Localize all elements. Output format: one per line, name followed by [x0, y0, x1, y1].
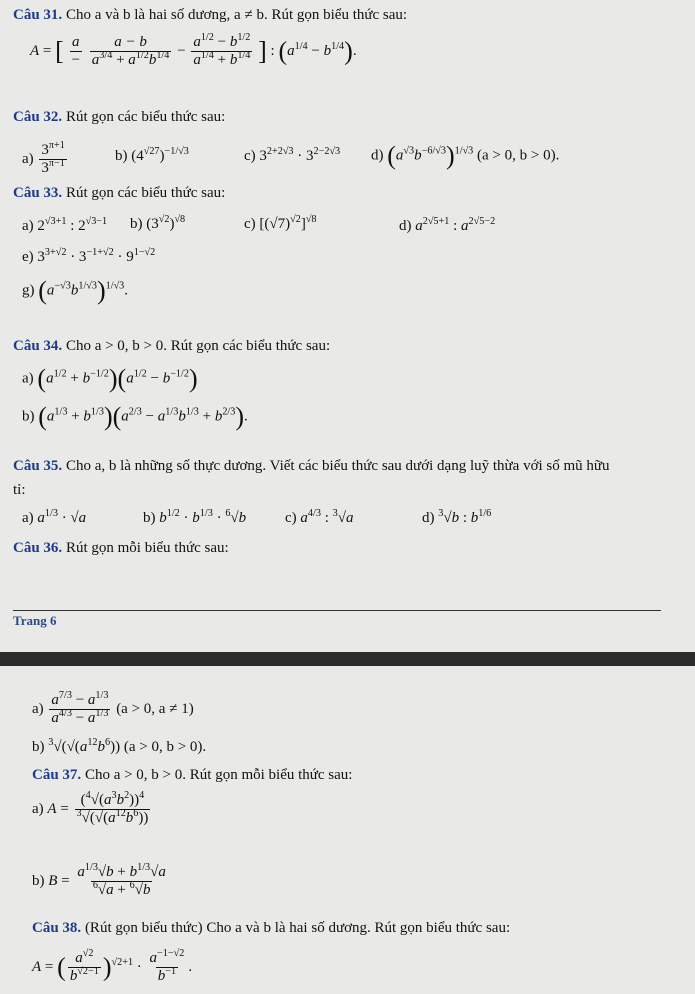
question-text: Cho a > 0, b > 0. Rút gọn mỗi biểu thức sau: — [84, 767, 353, 783]
footer-divider — [13, 610, 661, 611]
page-2 — [0, 666, 695, 994]
question-text: Rút gọn các biểu thức sau: — [65, 109, 226, 125]
question-number: Câu 33. — [13, 185, 63, 201]
item-32c: c) $3^{2+2√3} \cdot 3^{2-2√3}$ — [244, 146, 341, 164]
question-text: Cho a, b là những số thực dương. Viết các biểu thức sau dưới dạng luỹ thừa với số mũ hữu — [65, 458, 610, 474]
question-number: Câu 34. — [13, 338, 63, 354]
question-text: Rút gọn các biểu thức sau: — [65, 185, 226, 201]
item-32b: b) $(4^{√27})^{-1/√3}$ — [115, 146, 189, 164]
item-33g: g) $(a^{-√3}b^{1/√3})^{1/√3}$. — [22, 276, 128, 305]
page-number: Trang 6 — [13, 613, 57, 628]
item-36b: b) $^3√(√(a^{12}b^6)) (a > 0$, b > 0). — [32, 737, 207, 755]
question-38 — [32, 920, 510, 937]
question-35 — [13, 458, 610, 475]
item-32a: a) $\frac{3^{\pi+1}}{3^{\pi-1}}$ — [22, 140, 65, 176]
question-number: Câu 38. — [32, 920, 82, 936]
item-33a: a) $2^{√3+1}$ : $2^{√3-1}$ — [22, 216, 108, 234]
formula-38: A = ( $\frac{a^{√2}}{b^{√2-1}}$ )$^{√2+1}$ · $\frac{a^{-1-√2}}{b^{-1}}$ . — [32, 948, 193, 984]
item-33e: e) $3^{3+√2} \cdot 3^{-1+√2} \cdot 9^{1-√2}$ — [22, 247, 156, 265]
item-37b: b) B = $\frac{a^{1/3}√b + b^{1/3}√a}{^6√a + ^6√b}$ — [32, 862, 166, 898]
item-33b: b) $(3^{√2})^{√8}$ — [130, 214, 186, 232]
question-32 — [13, 109, 225, 126]
formula-31: A = [ $\frac{a}{-}$ $\frac{a - b}{a^{3/4} + a^{1/2}b^{1/4}}$ − $\frac{a^{1/2} - b^{1/2}}{a^{1/4} + b^{1/4}}$ ] : $(a^{1/4} - b^{1/4})$. — [30, 32, 357, 68]
question-number: Câu 32. — [13, 109, 63, 125]
item-35b: b) $b^{1/2} \cdot b^{1/3} \cdot ^6√b$ — [143, 508, 247, 526]
question-text: Rút gọn mỗi biểu thức sau: — [65, 540, 229, 556]
question-number: Câu 35. — [13, 458, 63, 474]
item-34b: b) $(a^{1/3} + b^{1/3})(a^{2/3} - a^{1/3}b^{1/3} + b^{2/3})$. — [22, 402, 248, 431]
question-number: Câu 36. — [13, 540, 63, 556]
item-33d: d) $a^{2√5+1}$ : $a^{2√5-2}$ — [399, 216, 496, 234]
question-number: Câu 31. — [13, 7, 63, 23]
item-32d: d) $(a^{√3}b^{-6/√3})^{1/√3}$ (a > 0, b > 0). — [371, 141, 560, 170]
item-37a: a) A = $\frac{(^4√(a^3b^2))^4}{^3√(√(a^{12}b^6))}$ — [32, 790, 149, 826]
item-35d: d) $^3$√b : $b^{1/6}$ — [422, 508, 492, 526]
page-gap — [0, 652, 695, 666]
question-34 — [13, 338, 330, 355]
item-35a: a) $a^{1/3} \cdot √a$ — [22, 508, 87, 526]
question-31 — [13, 7, 407, 24]
question-text: Cho a và b là hai số dương, a ≠ b. Rút gọn biểu thức sau: — [65, 7, 408, 23]
question-37 — [32, 767, 352, 784]
item-33c: c) $[(√7)^{√2}]^{√8}$ — [244, 214, 317, 232]
question-text: (Rút gọn biểu thức) Cho a và b là hai số dương. Rút gọn biểu thức sau: — [84, 920, 511, 936]
item-35c: c) $a^{4/3}$ : $^3$√a — [285, 508, 354, 526]
question-35-cont: tỉ: — [13, 482, 26, 498]
item-36a: a) $\frac{a^{7/3} - a^{1/3}}{a^{4/3} - a^{1/3}}$ (a > 0, a ≠ 1) — [32, 690, 194, 726]
question-33 — [13, 185, 225, 202]
question-text: Cho a > 0, b > 0. Rút gọn các biểu thức sau: — [65, 338, 331, 354]
question-number: Câu 37. — [32, 767, 82, 783]
item-34a: a) $(a^{1/2} + b^{-1/2})(a^{1/2} - b^{-1/2})$ — [22, 364, 198, 393]
question-36 — [13, 540, 229, 557]
